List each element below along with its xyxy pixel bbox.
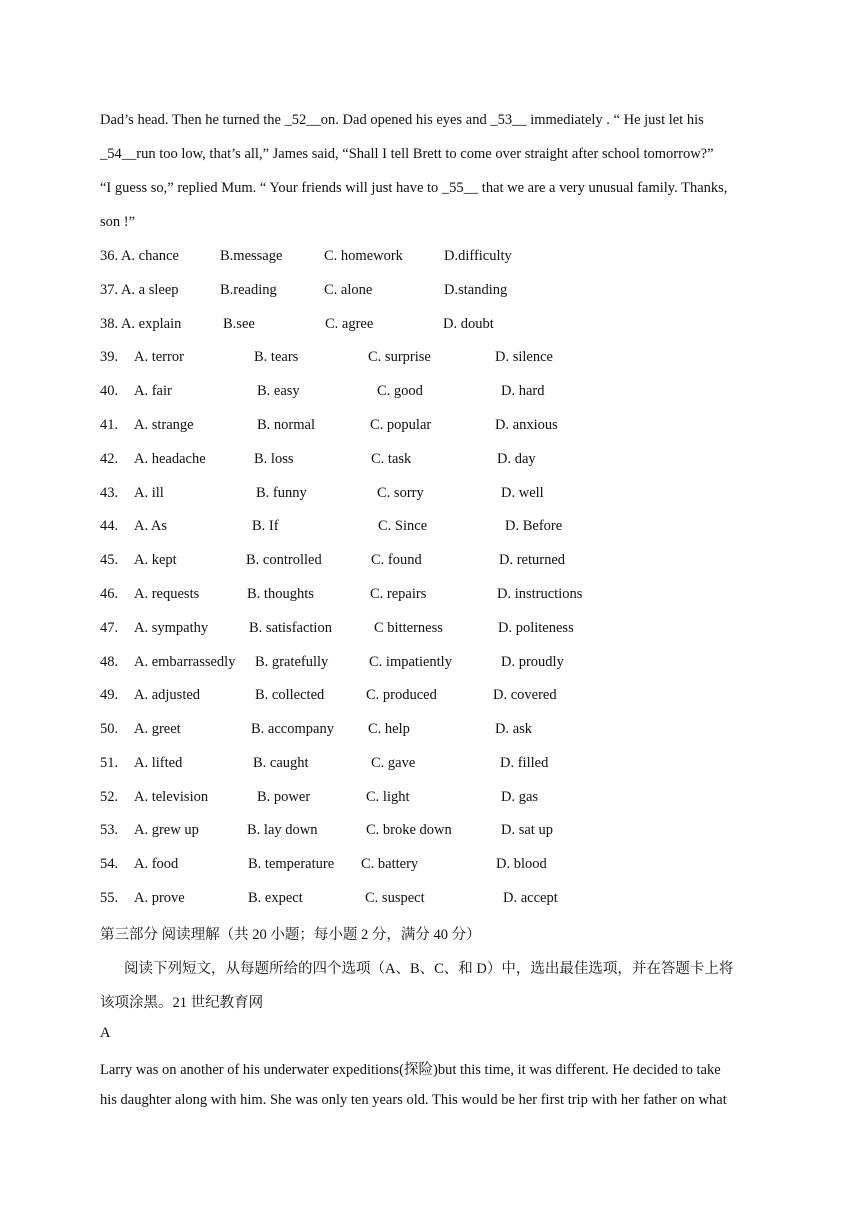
option-a: A. kept [134, 552, 177, 568]
passage-label: A [100, 1025, 111, 1041]
option-a: A. lifted [134, 755, 183, 771]
option-d: D. returned [499, 552, 566, 568]
passage-line: son !” [100, 214, 136, 230]
option-a: A. food [134, 856, 179, 872]
option-c: C. light [366, 789, 410, 805]
option-d: D. silence [495, 349, 553, 365]
option-d: D.difficulty [444, 248, 512, 264]
option-d: D. ask [495, 721, 533, 737]
option-c: C. task [371, 451, 412, 467]
option-b: B. temperature [248, 856, 335, 872]
instruction-line: 该项涂黑。21 世纪教育网 [100, 995, 264, 1011]
option-b: B. tears [254, 349, 299, 365]
option-a: A. terror [134, 349, 184, 365]
option-b: B. lay down [247, 822, 318, 838]
question-number: 52. [100, 789, 119, 805]
question-number: 53. [100, 822, 119, 838]
question-number: 45. [100, 552, 119, 568]
option-a: A. prove [134, 890, 185, 906]
option-c: C. homework [324, 248, 403, 264]
question-number: 40. [100, 383, 119, 399]
question-number-option-a: 38. A. explain [100, 316, 182, 332]
option-d: D. gas [501, 789, 539, 805]
option-a: A. grew up [134, 822, 199, 838]
option-a: A. ill [134, 485, 164, 501]
question-number: 55. [100, 890, 119, 906]
option-c: C. suspect [365, 890, 425, 906]
option-b: B. funny [256, 485, 307, 501]
option-b: B. caught [253, 755, 309, 771]
option-d: D. proudly [501, 654, 564, 670]
option-d: D. hard [501, 383, 545, 399]
option-b: B. gratefully [255, 654, 329, 670]
option-c: C. alone [324, 282, 373, 298]
option-b: B.message [220, 248, 283, 264]
question-number: 39. [100, 349, 119, 365]
option-c: C. produced [366, 687, 437, 703]
option-b: B. loss [254, 451, 294, 467]
option-b: B. If [252, 518, 279, 534]
option-b: B. thoughts [247, 586, 314, 602]
option-d: D.standing [444, 282, 508, 298]
question-number: 54. [100, 856, 119, 872]
passage-line: _54__run too low, that’s all,” James said, “Shall I tell Brett to come over straight after school tomorrow?” [100, 146, 714, 162]
option-b: B.reading [220, 282, 277, 298]
question-number: 41. [100, 417, 119, 433]
option-c: C. gave [371, 755, 416, 771]
question-number: 46. [100, 586, 119, 602]
option-a: A. strange [134, 417, 194, 433]
option-b: B. controlled [246, 552, 322, 568]
question-number: 48. [100, 654, 119, 670]
option-c: C. battery [361, 856, 419, 872]
question-number: 47. [100, 620, 119, 636]
option-b: B. expect [248, 890, 303, 906]
option-c: C. agree [325, 316, 374, 332]
option-d: D. well [501, 485, 544, 501]
option-a: A. sympathy [134, 620, 209, 636]
option-b: B. power [257, 789, 311, 805]
reading-line: Larry was on another of his underwater expeditions(探险)but this time, it was different. He decided to take [100, 1062, 721, 1078]
question-number: 51. [100, 755, 119, 771]
option-a: A. adjusted [134, 687, 201, 703]
option-b: B. easy [257, 383, 300, 399]
question-number: 44. [100, 518, 119, 534]
option-c: C. Since [378, 518, 428, 534]
option-a: A. headache [134, 451, 206, 467]
question-number: 49. [100, 687, 119, 703]
option-b: B. normal [257, 417, 315, 433]
option-d: D. doubt [443, 316, 494, 332]
question-number-option-a: 37. A. a sleep [100, 282, 179, 298]
passage-line: Dad’s head. Then he turned the _52__on. Dad opened his eyes and _53__ immediately . “ He just let his [100, 112, 704, 128]
question-number: 43. [100, 485, 119, 501]
reading-line: his daughter along with him. She was only ten years old. This would be her first trip with her father on what [100, 1092, 727, 1108]
option-c: C. popular [370, 417, 432, 433]
passage-line: “I guess so,” replied Mum. “ Your friends will just have to _55__ that we are a very unusual family. Thanks, [100, 180, 728, 196]
option-a: A. embarrassedly [134, 654, 236, 670]
option-d: D. anxious [495, 417, 558, 433]
option-d: D. filled [500, 755, 549, 771]
option-d: D. sat up [501, 822, 553, 838]
option-b: B.see [223, 316, 255, 332]
option-b: B. collected [255, 687, 325, 703]
option-b: B. satisfaction [249, 620, 332, 636]
section-heading: 第三部分 阅读理解（共 20 小题；每小题 2 分，满分 40 分） [100, 927, 481, 943]
question-number-option-a: 36. A. chance [100, 248, 179, 264]
option-c: C. good [377, 383, 423, 399]
option-c: C. broke down [366, 822, 452, 838]
option-d: D. accept [503, 890, 558, 906]
option-d: D. day [497, 451, 536, 467]
instruction-line: 阅读下列短文，从每题所给的四个选项（A、B、C、和 D）中，选出最佳选项，并在答题卡上将 [124, 961, 734, 977]
option-c: C bitterness [374, 620, 443, 636]
option-c: C. help [368, 721, 410, 737]
option-d: D. covered [493, 687, 557, 703]
question-number: 50. [100, 721, 119, 737]
option-c: C. impatiently [369, 654, 452, 670]
option-c: C. sorry [377, 485, 424, 501]
option-c: C. repairs [370, 586, 427, 602]
option-d: D. blood [496, 856, 547, 872]
option-b: B. accompany [251, 721, 334, 737]
option-a: A. television [134, 789, 209, 805]
option-d: D. politeness [498, 620, 574, 636]
option-d: D. Before [505, 518, 563, 534]
question-number: 42. [100, 451, 119, 467]
option-c: C. found [371, 552, 422, 568]
option-d: D. instructions [497, 586, 583, 602]
option-a: A. greet [134, 721, 181, 737]
option-a: A. fair [134, 383, 172, 399]
option-c: C. surprise [368, 349, 431, 365]
option-a: A. requests [134, 586, 200, 602]
option-a: A. As [134, 518, 168, 534]
